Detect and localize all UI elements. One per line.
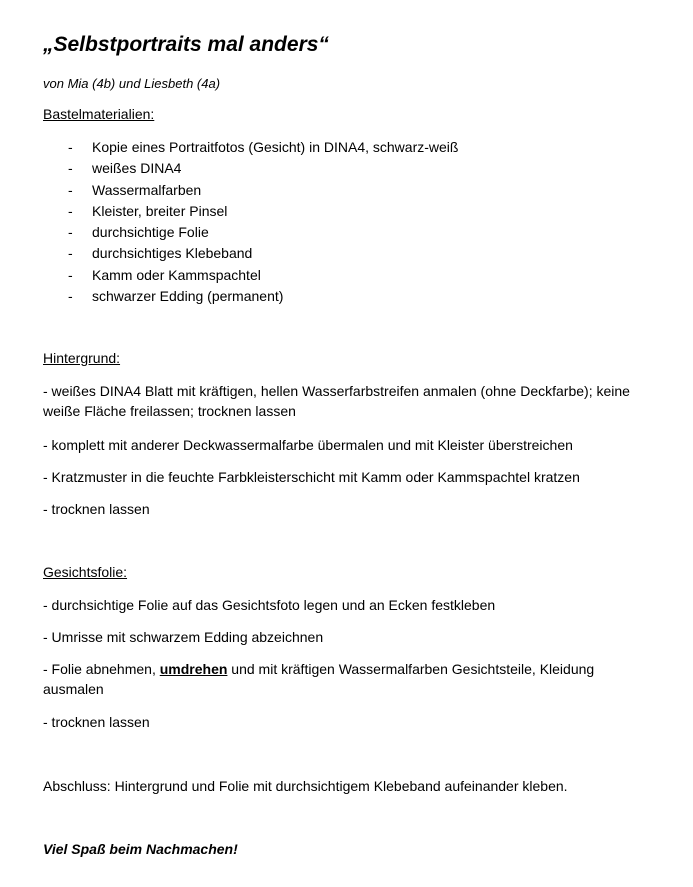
- background-step: - weißes DINA4 Blatt mit kräftigen, hellen Wasserfarbstreifen anmalen (ohne Deckfarbe); keine weiße Fläche freilassen; trocknen lassen: [43, 383, 630, 419]
- closing-line: Viel Spaß beim Nachmachen!: [43, 841, 238, 857]
- list-bullet: -: [68, 202, 73, 219]
- face-foil-step: - Umrisse mit schwarzem Edding abzeichnen: [43, 629, 324, 645]
- list-bullet: -: [68, 224, 73, 241]
- list-bullet: -: [68, 266, 73, 283]
- list-item-text: Wassermalfarben: [92, 181, 202, 198]
- background-step: - komplett mit anderer Deckwassermalfarbe übermalen und mit Kleister überstreichen: [43, 437, 573, 453]
- materials-heading: Bastelmaterialien:: [43, 106, 155, 122]
- list-item-text: durchsichtiges Klebeband: [92, 245, 253, 262]
- list-item-text: durchsichtige Folie: [92, 224, 209, 241]
- background-heading: Hintergrund:: [43, 350, 121, 366]
- face-foil-heading: Gesichtsfolie:: [43, 564, 128, 580]
- final-step: Abschluss: Hintergrund und Folie mit durchsichtigem Klebeband aufeinander kleben.: [43, 778, 568, 794]
- face-foil-step: - durchsichtige Folie auf das Gesichtsfoto legen und an Ecken festkleben: [43, 597, 496, 613]
- list-bullet: -: [68, 181, 73, 198]
- list-item-text: Kopie eines Portraitfotos (Gesicht) in DINA4, schwarz-weiß: [92, 139, 459, 155]
- document-title: „Selbstportraits mal anders“: [43, 33, 329, 56]
- list-bullet: -: [68, 160, 73, 177]
- face-foil-step-text: - Folie abnehmen,: [43, 661, 160, 677]
- list-bullet: -: [68, 245, 73, 262]
- face-foil-step: [43, 659, 658, 699]
- list-bullet: -: [68, 139, 73, 155]
- emphasis-text: umdrehen: [159, 661, 228, 677]
- background-step: - trocknen lassen: [43, 501, 150, 517]
- face-foil-step-text: und mit kräftigen Wassermalfarben Gesichtsteile, Kleidung ausmalen: [43, 661, 595, 697]
- list-item-text: schwarzer Edding (permanent): [92, 288, 284, 305]
- list-item-text: Kleister, breiter Pinsel: [92, 202, 228, 219]
- background-step: - Kratzmuster in die feuchte Farbkleisterschicht mit Kamm oder Kammspachtel kratzen: [43, 469, 580, 485]
- list-bullet: -: [68, 288, 73, 305]
- list-item-text: weißes DINA4: [92, 160, 182, 177]
- list-item-text: Kamm oder Kammspachtel: [92, 266, 261, 283]
- document-authors: von Mia (4b) und Liesbeth (4a): [43, 76, 221, 91]
- face-foil-step: - trocknen lassen: [43, 714, 150, 730]
